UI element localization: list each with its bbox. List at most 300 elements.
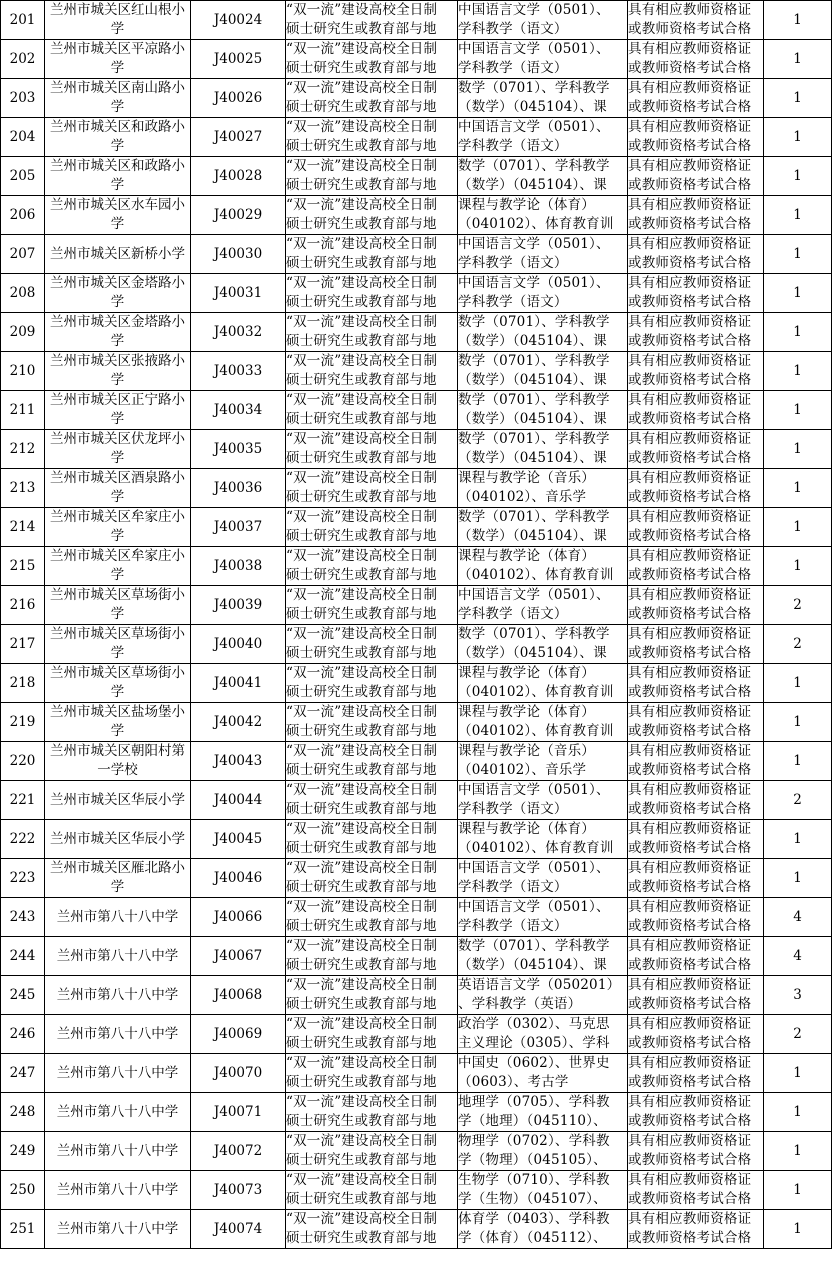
certificate-line-1: 具有相应教师资格证 xyxy=(628,314,752,330)
table-row xyxy=(1,157,832,196)
education-requirement xyxy=(286,274,458,313)
education-line-2: 硕士研究生或教育部与地 xyxy=(286,528,437,544)
major-requirement xyxy=(458,1054,628,1093)
certificate-requirement xyxy=(628,1093,764,1132)
recruit-count: 4 xyxy=(764,937,832,976)
position-code: J40070 xyxy=(191,1054,286,1093)
position-code: J40066 xyxy=(191,898,286,937)
major-line-2: （040102）、体育教育训 xyxy=(458,684,614,700)
certificate-line-1: 具有相应教师资格证 xyxy=(628,626,752,642)
major-requirement xyxy=(458,859,628,898)
education-requirement xyxy=(286,157,458,196)
major-line-1: 生物学（0710）、学科教 xyxy=(458,1172,610,1188)
school-name: 兰州市城关区草场街小学 xyxy=(45,625,191,664)
recruit-count: 1 xyxy=(764,79,832,118)
table-row xyxy=(1,703,832,742)
education-line-2: 硕士研究生或教育部与地 xyxy=(286,1191,437,1207)
education-requirement xyxy=(286,625,458,664)
position-code: J40043 xyxy=(191,742,286,781)
row-number: 201 xyxy=(1,1,45,40)
certificate-requirement xyxy=(628,79,764,118)
certificate-requirement xyxy=(628,820,764,859)
school-name: 兰州市城关区朝阳村第一学校 xyxy=(45,742,191,781)
certificate-line-2: 或教师资格考试合格 xyxy=(628,1230,752,1246)
school-name: 兰州市城关区雁北路小学 xyxy=(45,859,191,898)
education-requirement xyxy=(286,1210,458,1249)
education-line-2: 硕士研究生或教育部与地 xyxy=(286,177,437,193)
major-line-1: 英语语言文学（050201） xyxy=(458,977,621,993)
education-requirement xyxy=(286,118,458,157)
row-number: 204 xyxy=(1,118,45,157)
certificate-line-1: 具有相应教师资格证 xyxy=(628,431,752,447)
major-line-2: 、学科教学（英语） xyxy=(458,996,582,1012)
position-code: J40069 xyxy=(191,1015,286,1054)
row-number: 249 xyxy=(1,1132,45,1171)
school-name: 兰州市城关区金塔路小学 xyxy=(45,274,191,313)
education-line-2: 硕士研究生或教育部与地 xyxy=(286,333,437,349)
school-name: 兰州市城关区草场街小学 xyxy=(45,664,191,703)
certificate-requirement xyxy=(628,781,764,820)
major-line-2: 学科教学（语文） xyxy=(458,138,568,154)
school-name: 兰州市第八十八中学 xyxy=(45,1210,191,1249)
recruit-count: 1 xyxy=(764,157,832,196)
major-requirement xyxy=(458,781,628,820)
major-line-2: 学科教学（语文） xyxy=(458,21,568,37)
table-row xyxy=(1,508,832,547)
certificate-line-2: 或教师资格考试合格 xyxy=(628,411,752,427)
recruit-count: 3 xyxy=(764,976,832,1015)
major-requirement xyxy=(458,625,628,664)
education-requirement xyxy=(286,976,458,1015)
major-line-1: 课程与教学论（体育） xyxy=(458,548,595,564)
education-line-1: “双一流”建设高校全日制 xyxy=(286,236,438,252)
major-requirement xyxy=(458,586,628,625)
major-line-1: 数学（0701）、学科教学 xyxy=(458,509,610,525)
table-row xyxy=(1,1054,832,1093)
row-number: 202 xyxy=(1,40,45,79)
major-requirement xyxy=(458,196,628,235)
certificate-line-2: 或教师资格考试合格 xyxy=(628,489,752,505)
education-line-1: “双一流”建设高校全日制 xyxy=(286,1133,438,1149)
certificate-line-2: 或教师资格考试合格 xyxy=(628,801,752,817)
position-code: J40073 xyxy=(191,1171,286,1210)
position-code: J40068 xyxy=(191,976,286,1015)
major-line-1: 中国史（0602）、世界史 xyxy=(458,1055,610,1071)
education-line-2: 硕士研究生或教育部与地 xyxy=(286,411,437,427)
major-requirement xyxy=(458,118,628,157)
recruit-count: 1 xyxy=(764,1132,832,1171)
position-code: J40029 xyxy=(191,196,286,235)
education-requirement xyxy=(286,1132,458,1171)
education-line-2: 硕士研究生或教育部与地 xyxy=(286,489,437,505)
education-requirement xyxy=(286,430,458,469)
recruit-count: 1 xyxy=(764,313,832,352)
row-number: 247 xyxy=(1,1054,45,1093)
certificate-line-1: 具有相应教师资格证 xyxy=(628,392,752,408)
education-line-2: 硕士研究生或教育部与地 xyxy=(286,606,437,622)
certificate-requirement xyxy=(628,274,764,313)
certificate-requirement xyxy=(628,235,764,274)
row-number: 210 xyxy=(1,352,45,391)
certificate-line-2: 或教师资格考试合格 xyxy=(628,684,752,700)
major-line-1: 课程与教学论（体育） xyxy=(458,821,595,837)
certificate-line-1: 具有相应教师资格证 xyxy=(628,587,752,603)
major-requirement xyxy=(458,1171,628,1210)
position-code: J40034 xyxy=(191,391,286,430)
position-code: J40036 xyxy=(191,469,286,508)
certificate-line-1: 具有相应教师资格证 xyxy=(628,1016,752,1032)
position-code: J40041 xyxy=(191,664,286,703)
certificate-line-2: 或教师资格考试合格 xyxy=(628,21,752,37)
education-line-2: 硕士研究生或教育部与地 xyxy=(286,1035,437,1051)
education-requirement xyxy=(286,898,458,937)
table-row xyxy=(1,352,832,391)
table-row xyxy=(1,937,832,976)
table-row xyxy=(1,781,832,820)
position-code: J40024 xyxy=(191,1,286,40)
school-name: 兰州市城关区牟家庄小学 xyxy=(45,508,191,547)
certificate-line-1: 具有相应教师资格证 xyxy=(628,197,752,213)
certificate-line-2: 或教师资格考试合格 xyxy=(628,918,752,934)
education-line-1: “双一流”建设高校全日制 xyxy=(286,587,438,603)
certificate-requirement xyxy=(628,1171,764,1210)
education-requirement xyxy=(286,235,458,274)
major-line-1: 课程与教学论（体育） xyxy=(458,704,595,720)
education-requirement xyxy=(286,586,458,625)
major-line-1: 中国语言文学（0501）、 xyxy=(458,899,610,915)
education-line-1: “双一流”建设高校全日制 xyxy=(286,2,438,18)
certificate-requirement xyxy=(628,40,764,79)
education-line-1: “双一流”建设高校全日制 xyxy=(286,938,438,954)
education-line-1: “双一流”建设高校全日制 xyxy=(286,197,438,213)
position-code: J40046 xyxy=(191,859,286,898)
certificate-line-1: 具有相应教师资格证 xyxy=(628,353,752,369)
certificate-line-2: 或教师资格考试合格 xyxy=(628,216,752,232)
certificate-line-1: 具有相应教师资格证 xyxy=(628,704,752,720)
education-requirement xyxy=(286,664,458,703)
major-line-1: 数学（0701）、学科教学 xyxy=(458,392,610,408)
education-requirement xyxy=(286,79,458,118)
school-name: 兰州市城关区草场街小学 xyxy=(45,586,191,625)
certificate-line-2: 或教师资格考试合格 xyxy=(628,1191,752,1207)
certificate-line-1: 具有相应教师资格证 xyxy=(628,1211,752,1227)
certificate-line-2: 或教师资格考试合格 xyxy=(628,372,752,388)
table-row xyxy=(1,898,832,937)
school-name: 兰州市城关区红山根小学 xyxy=(45,1,191,40)
education-line-2: 硕士研究生或教育部与地 xyxy=(286,60,437,76)
certificate-line-1: 具有相应教师资格证 xyxy=(628,275,752,291)
recruit-count: 1 xyxy=(764,352,832,391)
major-requirement xyxy=(458,157,628,196)
education-requirement xyxy=(286,313,458,352)
recruit-count: 1 xyxy=(764,430,832,469)
major-line-2: 学科教学（语文） xyxy=(458,606,568,622)
major-line-1: 体育学（0403）、学科教 xyxy=(458,1211,610,1227)
certificate-line-2: 或教师资格考试合格 xyxy=(628,1074,752,1090)
school-name: 兰州市第八十八中学 xyxy=(45,1054,191,1093)
certificate-line-1: 具有相应教师资格证 xyxy=(628,1055,752,1071)
position-code: J40067 xyxy=(191,937,286,976)
certificate-line-2: 或教师资格考试合格 xyxy=(628,60,752,76)
position-code: J40044 xyxy=(191,781,286,820)
major-line-2: （数学）（045104）、课 xyxy=(458,450,607,466)
certificate-requirement xyxy=(628,586,764,625)
school-name: 兰州市第八十八中学 xyxy=(45,1132,191,1171)
certificate-line-1: 具有相应教师资格证 xyxy=(628,548,752,564)
education-line-1: “双一流”建设高校全日制 xyxy=(286,431,438,447)
certificate-requirement xyxy=(628,859,764,898)
school-name: 兰州市第八十八中学 xyxy=(45,1093,191,1132)
school-name: 兰州市城关区和政路小学 xyxy=(45,118,191,157)
education-line-2: 硕士研究生或教育部与地 xyxy=(286,879,437,895)
certificate-line-2: 或教师资格考试合格 xyxy=(628,1113,752,1129)
education-line-1: “双一流”建设高校全日制 xyxy=(286,821,438,837)
education-requirement xyxy=(286,547,458,586)
education-line-1: “双一流”建设高校全日制 xyxy=(286,548,438,564)
certificate-requirement xyxy=(628,703,764,742)
table-row xyxy=(1,1093,832,1132)
major-line-1: 课程与教学论（音乐） xyxy=(458,743,595,759)
major-line-2: （040102）、体育教育训 xyxy=(458,723,614,739)
certificate-line-1: 具有相应教师资格证 xyxy=(628,821,752,837)
major-requirement xyxy=(458,742,628,781)
school-name: 兰州市城关区正宁路小学 xyxy=(45,391,191,430)
education-requirement xyxy=(286,859,458,898)
table-row xyxy=(1,118,832,157)
major-requirement xyxy=(458,469,628,508)
table-row xyxy=(1,1171,832,1210)
education-line-2: 硕士研究生或教育部与地 xyxy=(286,1074,437,1090)
major-requirement xyxy=(458,1132,628,1171)
education-line-2: 硕士研究生或教育部与地 xyxy=(286,723,437,739)
school-name: 兰州市城关区酒泉路小学 xyxy=(45,469,191,508)
education-line-1: “双一流”建设高校全日制 xyxy=(286,626,438,642)
education-line-1: “双一流”建设高校全日制 xyxy=(286,158,438,174)
major-line-2: 学（生物）（045107）、 xyxy=(458,1191,607,1207)
education-requirement xyxy=(286,1015,458,1054)
school-name: 兰州市城关区水车园小学 xyxy=(45,196,191,235)
row-number: 219 xyxy=(1,703,45,742)
major-requirement xyxy=(458,508,628,547)
education-requirement xyxy=(286,1171,458,1210)
row-number: 245 xyxy=(1,976,45,1015)
recruit-count: 1 xyxy=(764,196,832,235)
certificate-line-1: 具有相应教师资格证 xyxy=(628,119,752,135)
major-line-2: 学科教学（语文） xyxy=(458,879,568,895)
major-requirement xyxy=(458,274,628,313)
major-requirement xyxy=(458,703,628,742)
position-code: J40030 xyxy=(191,235,286,274)
education-line-2: 硕士研究生或教育部与地 xyxy=(286,21,437,37)
school-name: 兰州市城关区盐场堡小学 xyxy=(45,703,191,742)
education-line-2: 硕士研究生或教育部与地 xyxy=(286,99,437,115)
row-number: 206 xyxy=(1,196,45,235)
education-line-2: 硕士研究生或教育部与地 xyxy=(286,918,437,934)
major-line-1: 中国语言文学（0501）、 xyxy=(458,41,610,57)
major-line-1: 中国语言文学（0501）、 xyxy=(458,236,610,252)
row-number: 218 xyxy=(1,664,45,703)
position-code: J40031 xyxy=(191,274,286,313)
certificate-line-2: 或教师资格考试合格 xyxy=(628,1035,752,1051)
position-code: J40027 xyxy=(191,118,286,157)
major-requirement xyxy=(458,547,628,586)
certificate-line-1: 具有相应教师资格证 xyxy=(628,509,752,525)
education-line-1: “双一流”建设高校全日制 xyxy=(286,470,438,486)
education-requirement xyxy=(286,742,458,781)
major-line-1: 数学（0701）、学科教学 xyxy=(458,314,610,330)
row-number: 248 xyxy=(1,1093,45,1132)
major-requirement xyxy=(458,79,628,118)
major-requirement xyxy=(458,235,628,274)
major-line-2: 学（体育）（045112）、 xyxy=(458,1230,607,1246)
recruit-count: 1 xyxy=(764,274,832,313)
recruit-count: 1 xyxy=(764,1093,832,1132)
school-name: 兰州市第八十八中学 xyxy=(45,937,191,976)
position-code: J40037 xyxy=(191,508,286,547)
certificate-line-1: 具有相应教师资格证 xyxy=(628,158,752,174)
position-code: J40074 xyxy=(191,1210,286,1249)
major-line-2: 学（地理）（045110）、 xyxy=(458,1113,607,1129)
major-line-1: 中国语言文学（0501）、 xyxy=(458,275,610,291)
recruit-count: 2 xyxy=(764,1015,832,1054)
row-number: 214 xyxy=(1,508,45,547)
certificate-requirement xyxy=(628,664,764,703)
certificate-line-2: 或教师资格考试合格 xyxy=(628,996,752,1012)
certificate-line-1: 具有相应教师资格证 xyxy=(628,80,752,96)
row-number: 207 xyxy=(1,235,45,274)
certificate-requirement xyxy=(628,469,764,508)
certificate-requirement xyxy=(628,430,764,469)
certificate-requirement xyxy=(628,313,764,352)
education-line-1: “双一流”建设高校全日制 xyxy=(286,899,438,915)
table-row xyxy=(1,664,832,703)
certificate-line-2: 或教师资格考试合格 xyxy=(628,528,752,544)
education-requirement xyxy=(286,40,458,79)
recruit-count: 1 xyxy=(764,1210,832,1249)
certificate-requirement xyxy=(628,508,764,547)
major-line-1: 数学（0701）、学科教学 xyxy=(458,431,610,447)
education-line-2: 硕士研究生或教育部与地 xyxy=(286,1152,437,1168)
education-line-1: “双一流”建设高校全日制 xyxy=(286,1016,438,1032)
education-line-1: “双一流”建设高校全日制 xyxy=(286,119,438,135)
school-name: 兰州市城关区华辰小学 xyxy=(45,781,191,820)
certificate-line-1: 具有相应教师资格证 xyxy=(628,1094,752,1110)
recruit-count: 1 xyxy=(764,1054,832,1093)
major-line-2: （数学）（045104）、课 xyxy=(458,372,607,388)
major-requirement xyxy=(458,430,628,469)
major-line-2: （040102）、体育教育训 xyxy=(458,216,614,232)
table-row xyxy=(1,625,832,664)
education-line-2: 硕士研究生或教育部与地 xyxy=(286,762,437,778)
certificate-line-1: 具有相应教师资格证 xyxy=(628,899,752,915)
education-line-2: 硕士研究生或教育部与地 xyxy=(286,801,437,817)
row-number: 221 xyxy=(1,781,45,820)
table-row xyxy=(1,391,832,430)
education-requirement xyxy=(286,1054,458,1093)
major-line-1: 中国语言文学（0501）、 xyxy=(458,587,610,603)
major-line-1: 数学（0701）、学科教学 xyxy=(458,938,610,954)
table-row xyxy=(1,235,832,274)
major-line-2: （数学）（045104）、课 xyxy=(458,177,607,193)
position-code: J40026 xyxy=(191,79,286,118)
certificate-line-2: 或教师资格考试合格 xyxy=(628,606,752,622)
education-requirement xyxy=(286,469,458,508)
certificate-line-1: 具有相应教师资格证 xyxy=(628,41,752,57)
school-name: 兰州市城关区牟家庄小学 xyxy=(45,547,191,586)
school-name: 兰州市第八十八中学 xyxy=(45,976,191,1015)
recruit-count: 1 xyxy=(764,547,832,586)
position-code: J40045 xyxy=(191,820,286,859)
recruit-count: 1 xyxy=(764,1171,832,1210)
row-number: 222 xyxy=(1,820,45,859)
major-requirement xyxy=(458,391,628,430)
major-line-1: 数学（0701）、学科教学 xyxy=(458,158,610,174)
recruit-count: 2 xyxy=(764,625,832,664)
certificate-requirement xyxy=(628,898,764,937)
certificate-requirement xyxy=(628,1,764,40)
major-line-1: 物理学（0702）、学科教 xyxy=(458,1133,610,1149)
major-requirement xyxy=(458,1,628,40)
recruit-count: 1 xyxy=(764,469,832,508)
certificate-line-2: 或教师资格考试合格 xyxy=(628,840,752,856)
education-requirement xyxy=(286,352,458,391)
major-line-1: 中国语言文学（0501）、 xyxy=(458,2,610,18)
major-line-2: 学科教学（语文） xyxy=(458,255,568,271)
table-row xyxy=(1,79,832,118)
major-line-1: 数学（0701）、学科教学 xyxy=(458,626,610,642)
table-row xyxy=(1,820,832,859)
table-row xyxy=(1,469,832,508)
table-row xyxy=(1,40,832,79)
major-line-1: 课程与教学论（体育） xyxy=(458,665,595,681)
school-name: 兰州市城关区南山路小学 xyxy=(45,79,191,118)
certificate-requirement xyxy=(628,1210,764,1249)
certificate-requirement xyxy=(628,118,764,157)
major-line-2: （数学）（045104）、课 xyxy=(458,528,607,544)
certificate-requirement xyxy=(628,1054,764,1093)
table-row xyxy=(1,1132,832,1171)
row-number: 216 xyxy=(1,586,45,625)
major-line-2: 主义理论（0305）、学科 xyxy=(458,1035,610,1051)
certificate-requirement xyxy=(628,742,764,781)
major-line-2: 学科教学（语文） xyxy=(458,801,568,817)
recruit-count: 1 xyxy=(764,820,832,859)
row-number: 243 xyxy=(1,898,45,937)
certificate-line-2: 或教师资格考试合格 xyxy=(628,333,752,349)
table-row xyxy=(1,196,832,235)
recruit-count: 1 xyxy=(764,859,832,898)
education-line-1: “双一流”建设高校全日制 xyxy=(286,41,438,57)
table-body xyxy=(1,1,832,1249)
table-row xyxy=(1,1,832,40)
major-line-1: 政治学（0302）、马克思 xyxy=(458,1016,610,1032)
education-line-1: “双一流”建设高校全日制 xyxy=(286,860,438,876)
certificate-requirement xyxy=(628,937,764,976)
education-line-1: “双一流”建设高校全日制 xyxy=(286,509,438,525)
education-line-2: 硕士研究生或教育部与地 xyxy=(286,216,437,232)
education-line-2: 硕士研究生或教育部与地 xyxy=(286,450,437,466)
position-code: J40072 xyxy=(191,1132,286,1171)
recruit-count: 1 xyxy=(764,40,832,79)
row-number: 217 xyxy=(1,625,45,664)
major-line-1: 地理学（0705）、学科教 xyxy=(458,1094,610,1110)
education-line-1: “双一流”建设高校全日制 xyxy=(286,314,438,330)
certificate-line-2: 或教师资格考试合格 xyxy=(628,957,752,973)
certificate-line-1: 具有相应教师资格证 xyxy=(628,236,752,252)
certificate-requirement xyxy=(628,547,764,586)
certificate-line-1: 具有相应教师资格证 xyxy=(628,1172,752,1188)
school-name: 兰州市城关区伏龙坪小学 xyxy=(45,430,191,469)
